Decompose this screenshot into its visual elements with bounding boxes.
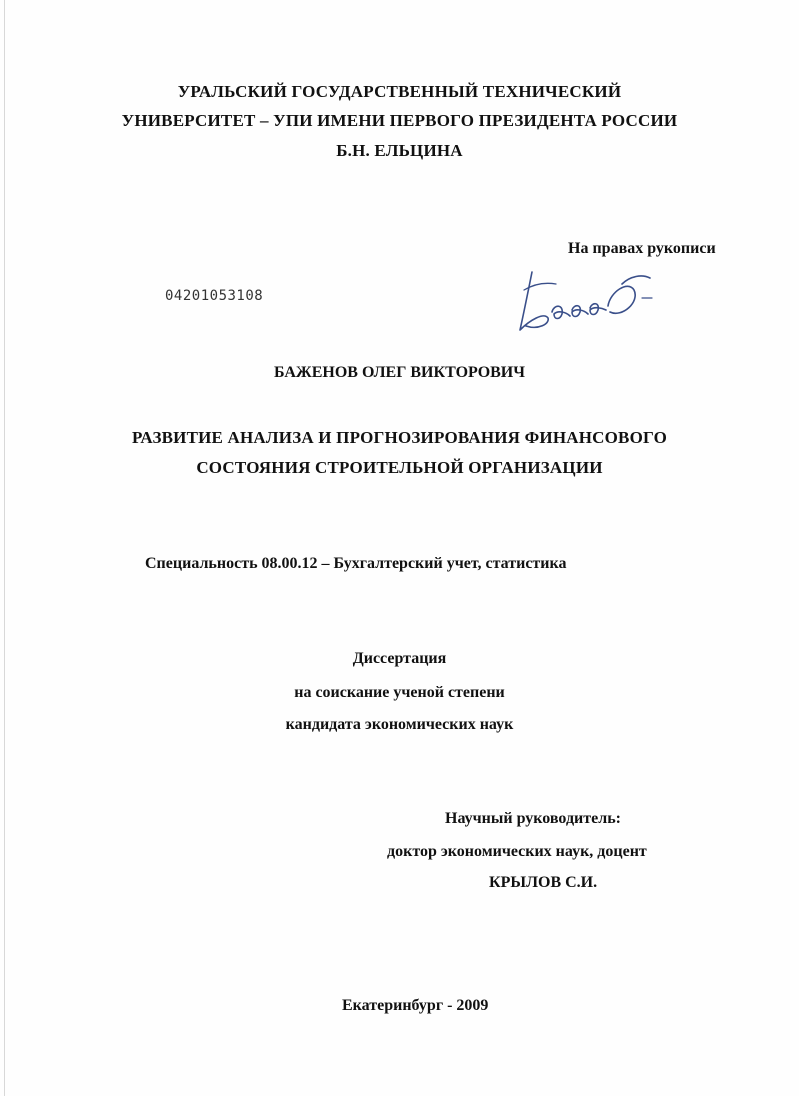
supervisor-name: КРЫЛОВ С.И. <box>489 874 598 891</box>
dissertation-title-line-2: СОСТОЯНИЯ СТРОИТЕЛЬНОЙ ОРГАНИЗАЦИИ <box>196 458 603 477</box>
supervisor-label: Научный руководитель: <box>445 810 621 827</box>
archive-stamp-number: 04201053108 <box>165 288 264 304</box>
dissertation-title-line-1: РАЗВИТИЕ АНАЛИЗА И ПРОГНОЗИРОВАНИЯ ФИНАНСОВОГО <box>131 428 668 447</box>
institution-line-1: УРАЛЬСКИЙ ГОСУДАРСТВЕННЫЙ ТЕХНИЧЕСКИЙ <box>177 82 622 101</box>
degree-purpose-line: на соискание ученой степени <box>294 684 505 701</box>
institution-line-2: УНИВЕРСИТЕТ – УПИ ИМЕНИ ПЕРВОГО ПРЕЗИДЕНТА РОССИИ <box>121 111 678 130</box>
institution-line-3: Б.Н. ЕЛЬЦИНА <box>336 141 463 160</box>
degree-name-line: кандидата экономических наук <box>285 716 514 733</box>
supervisor-degree: доктор экономических наук, доцент <box>387 843 647 860</box>
specialty-line: Специальность 08.00.12 – Бухгалтерский учет, статистика <box>145 555 567 572</box>
city-year: Екатеринбург - 2009 <box>342 997 489 1014</box>
signature-image <box>510 262 660 342</box>
dissertation-label: Диссертация <box>352 650 447 667</box>
author-name: БАЖЕНОВ ОЛЕГ ВИКТОРОВИЧ <box>273 364 525 381</box>
scan-edge-line <box>4 0 5 1096</box>
manuscript-note: На правах рукописи <box>568 240 716 257</box>
